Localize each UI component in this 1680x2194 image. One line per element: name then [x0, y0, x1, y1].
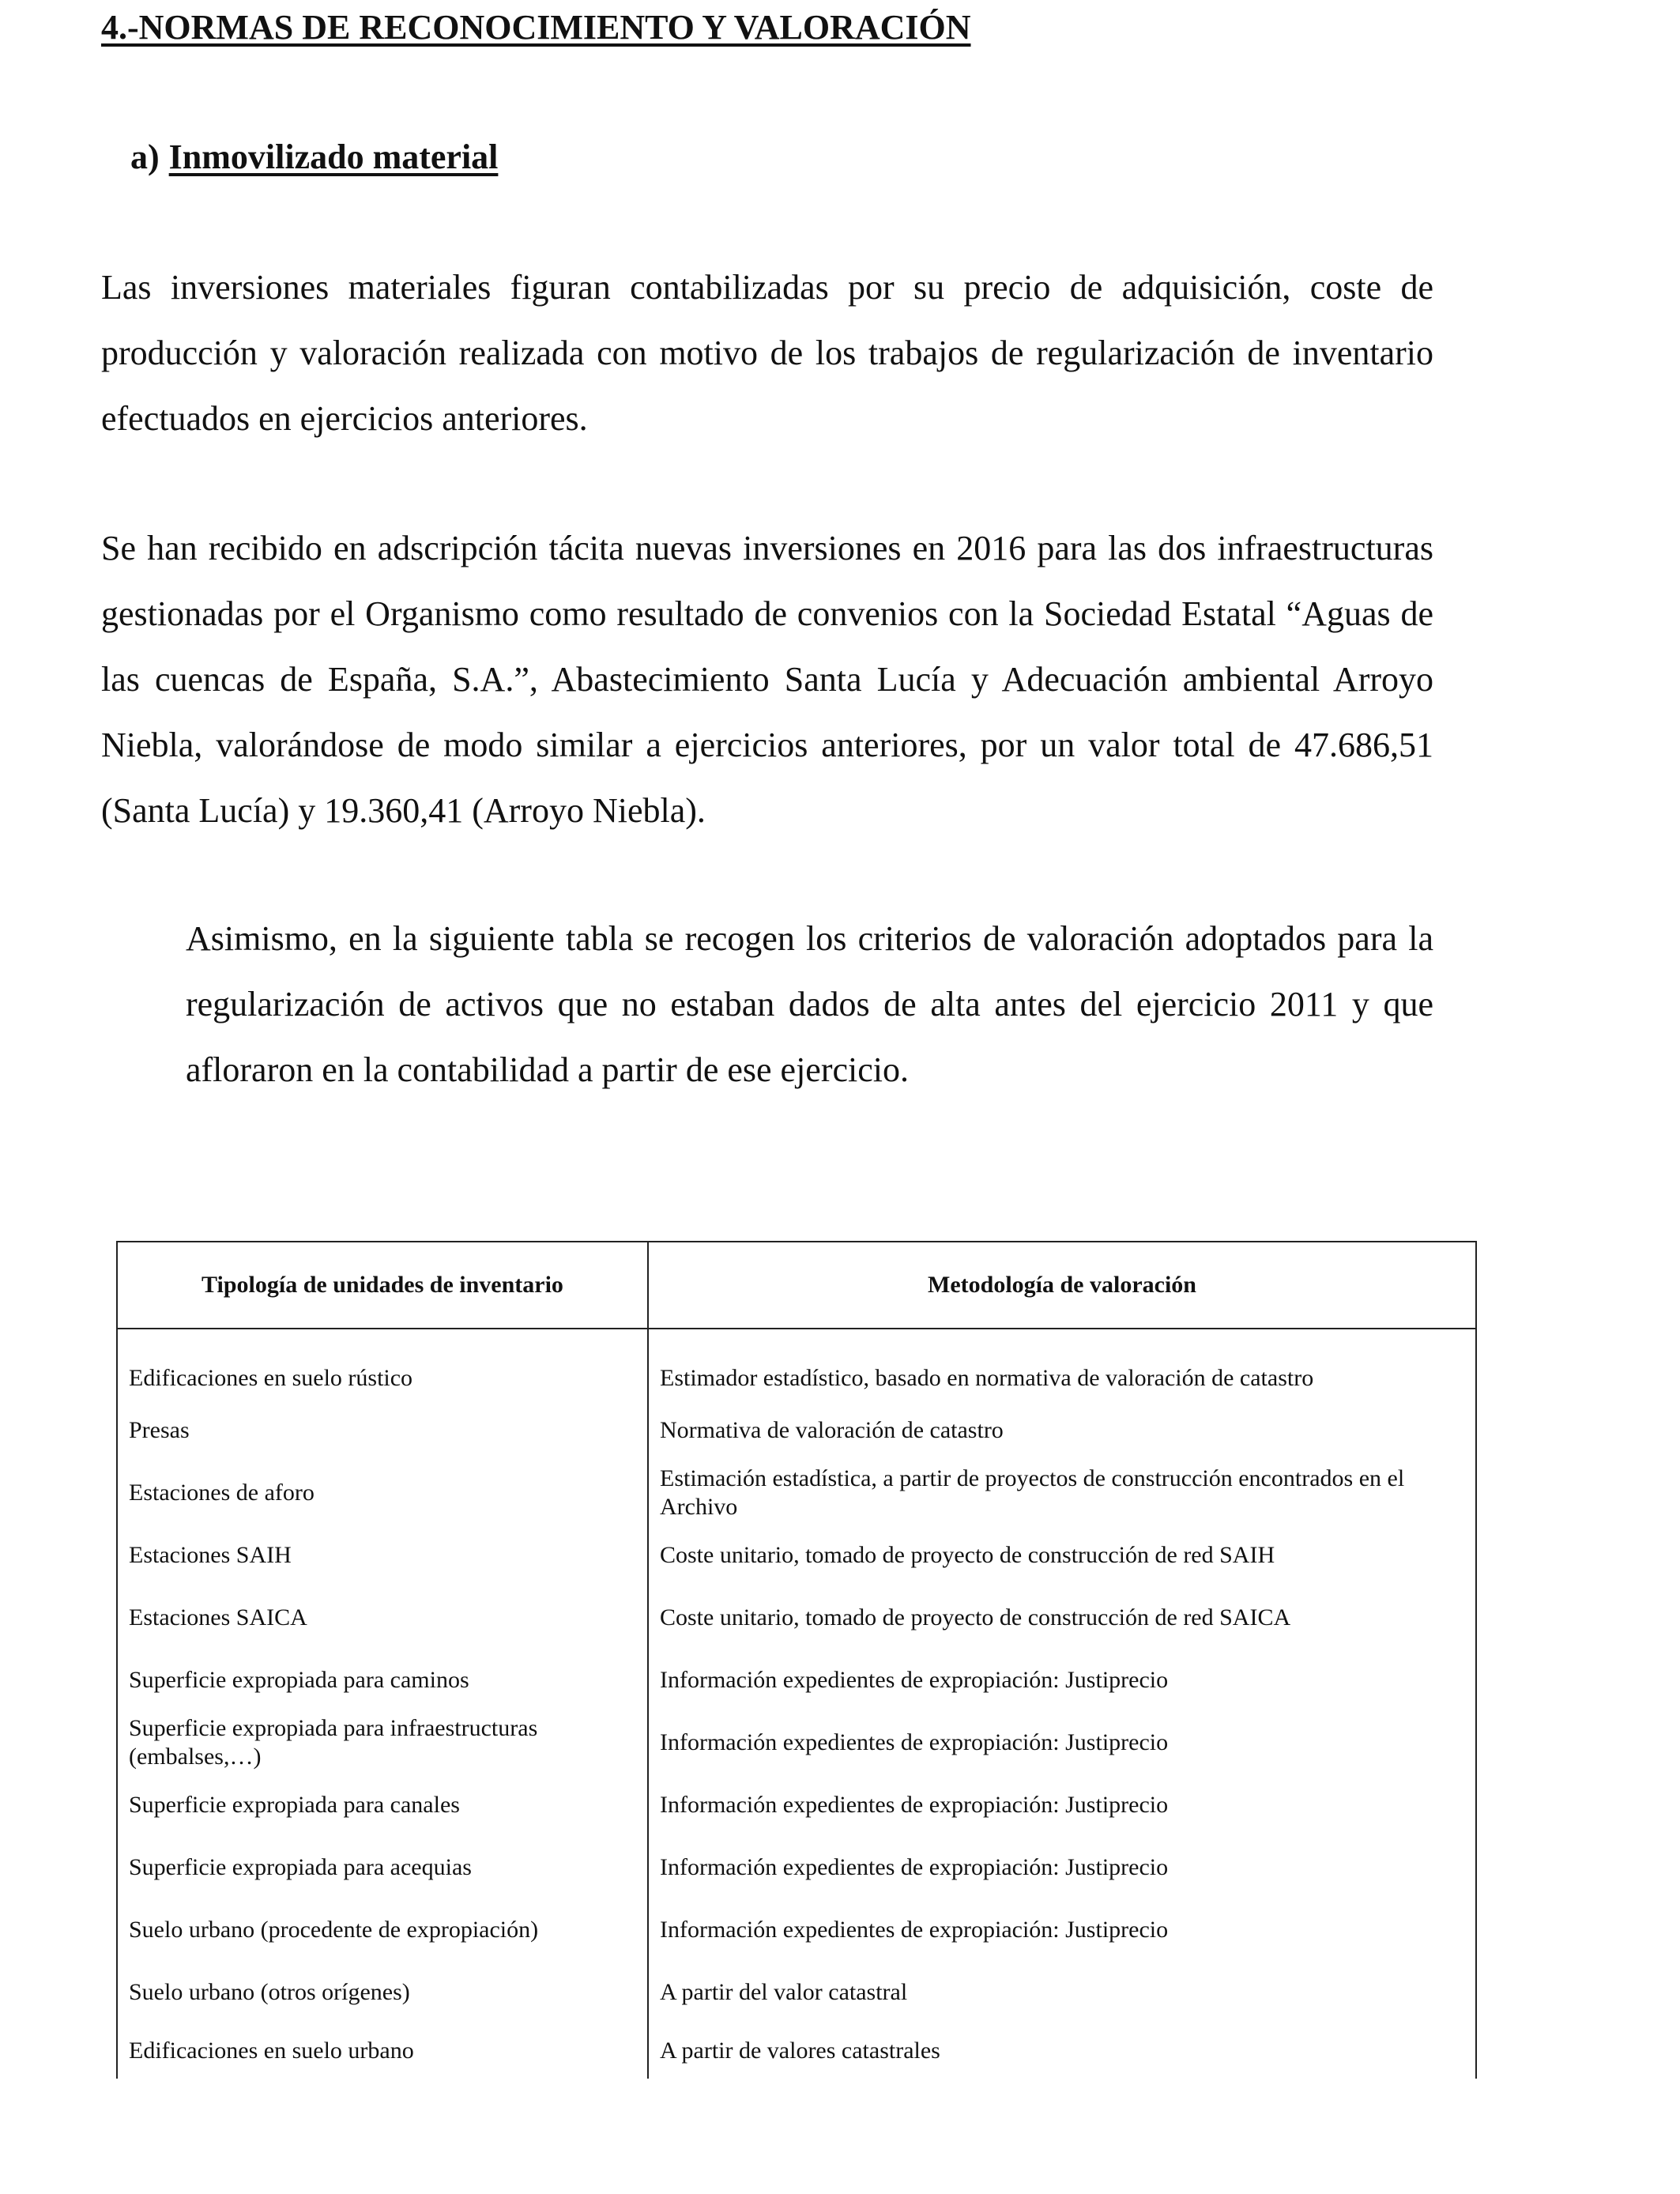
table-row	[117, 1774, 1476, 1836]
valuation-method-cell: A partir de valores catastrales	[648, 2023, 1476, 2079]
table-header-row	[117, 1242, 1476, 1329]
section-title: 4.-NORMAS DE RECONOCIMIENTO Y VALORACIÓN	[101, 8, 971, 47]
table-row	[117, 1898, 1476, 1961]
inventory-type-cell: Edificaciones en suelo rústico	[117, 1329, 648, 1399]
table-row	[117, 1399, 1476, 1461]
table-row	[117, 1329, 1476, 1399]
paragraph-table-intro: Asimismo, en la siguiente tabla se recogen los criterios de valoración adoptados para la regularización de activos que no estaban dados de alta antes del ejercicio 2011 y que afloraron en la contabilidad a partir de ese ejercicio.	[186, 919, 1433, 1089]
inventory-type-cell: Estaciones de aforo	[117, 1461, 648, 1524]
valuation-method-cell: Estimador estadístico, basado en normativa de valoración de catastro	[648, 1329, 1476, 1399]
inventory-type-cell: Superficie expropiada para caminos	[117, 1649, 648, 1711]
inventory-type-cell: Suelo urbano (procedente de expropiación)	[117, 1898, 648, 1961]
inventory-type-cell: Estaciones SAIH	[117, 1524, 648, 1586]
valuation-method-cell: Coste unitario, tomado de proyecto de construcción de red SAICA	[648, 1586, 1476, 1649]
table-row	[117, 1711, 1476, 1774]
table-row	[117, 2023, 1476, 2079]
valuation-method-cell: Información expedientes de expropiación: Justiprecio	[648, 1774, 1476, 1836]
inventory-type-cell: Superficie expropiada para infraestructuras (embalses,…)	[117, 1711, 648, 1774]
table-row	[117, 1961, 1476, 2023]
inventory-type-cell: Presas	[117, 1399, 648, 1461]
paragraph-new-investments-2016: Se han recibido en adscripción tácita nuevas inversiones en 2016 para las dos infraestructuras gestionadas por el Organismo como resultado de convenios con la Sociedad Estatal “Aguas de las cuencas de España, S.A.”, Abastecimiento Santa Lucía y Adecuación ambiental Arroyo Niebla, valorándose de modo similar a ejercicios anteriores, por un valor total de 47.686,51 (Santa Lucía) y 19.360,41 (Arroyo Niebla).	[101, 529, 1433, 830]
inventory-type-cell: Superficie expropiada para canales	[117, 1774, 648, 1836]
table-row	[117, 1461, 1476, 1524]
valuation-method-cell: Normativa de valoración de catastro	[648, 1399, 1476, 1461]
header-inventory-type: Tipología de unidades de inventario	[117, 1242, 648, 1329]
table-row	[117, 1649, 1476, 1711]
inventory-type-cell: Superficie expropiada para acequias	[117, 1836, 648, 1898]
valuation-method-cell: Información expedientes de expropiación: Justiprecio	[648, 1836, 1476, 1898]
subsection-heading	[130, 134, 498, 180]
valuation-method-cell: Información expedientes de expropiación: Justiprecio	[648, 1649, 1476, 1711]
subsection-label: a)	[130, 138, 160, 176]
paragraph-valuation-basis: Las inversiones materiales figuran contabilizadas por su precio de adquisición, coste de producción y valoración realizada con motivo de los trabajos de regularización de inventario efectuados en ejercicios anteriores.	[101, 268, 1433, 438]
valuation-method-cell: A partir del valor catastral	[648, 1961, 1476, 2023]
header-valuation-method: Metodología de valoración	[648, 1242, 1476, 1329]
table-row	[117, 1524, 1476, 1586]
inventory-type-cell: Estaciones SAICA	[117, 1586, 648, 1649]
valuation-method-cell: Estimación estadística, a partir de proyectos de construcción encontrados en el Archivo	[648, 1461, 1476, 1524]
table-row	[117, 1836, 1476, 1898]
table-row	[117, 1586, 1476, 1649]
inventory-type-cell: Edificaciones en suelo urbano	[117, 2023, 648, 2079]
valuation-method-cell: Información expedientes de expropiación: Justiprecio	[648, 1898, 1476, 1961]
inventory-type-cell: Suelo urbano (otros orígenes)	[117, 1961, 648, 2023]
subsection-title: Inmovilizado material	[168, 138, 499, 176]
valuation-method-cell: Coste unitario, tomado de proyecto de construcción de red SAIH	[648, 1524, 1476, 1586]
valuation-criteria-table	[116, 1241, 1477, 2079]
valuation-method-cell: Información expedientes de expropiación: Justiprecio	[648, 1711, 1476, 1774]
